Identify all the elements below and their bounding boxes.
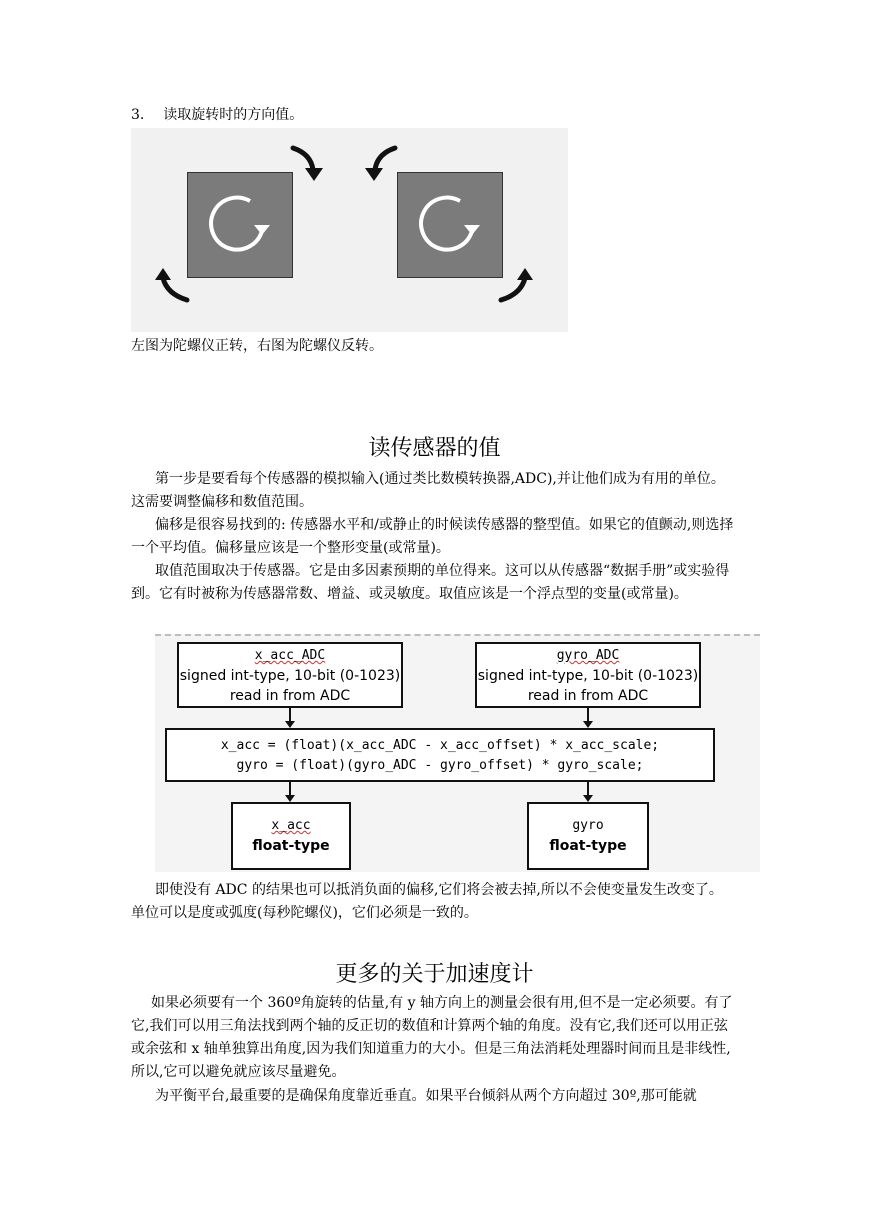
list-item-3: [131, 104, 731, 127]
paragraph: 为平衡平台,最重要的是确保角度靠近垂直。如果平台倾斜从两个方向超过 30º,那可能就: [155, 1088, 697, 1104]
list-number: 3.: [131, 107, 145, 123]
paragraph: 即使没有 ADC 的结果也可以抵消负面的偏移,它们将会被去掉,所以不会使变量发生改变了。 单位可以是度或弧度(每秒陀螺仪)，它们必须是一致的。: [131, 882, 744, 921]
rotation-arrows-icon: [131, 128, 568, 332]
box-name: x_acc: [271, 818, 311, 833]
paragraph: 第一步是要看每个传感器的模拟输入(通过类比数模转换器,ADC),并让他们成为有用的单位。这需要调整偏移和数值范围。: [131, 471, 725, 510]
box-name: gyro: [572, 818, 604, 833]
box-name: gyro_ADC: [556, 648, 620, 663]
box-source: read in from ADC: [527, 688, 649, 704]
box-type: signed int-type, 10-bit (0-1023): [179, 668, 401, 684]
code-line-x-acc: x_acc = (float)(x_acc_ADC - x_acc_offset) * x_acc_scale;: [220, 738, 660, 753]
gyro-caption: 左图为陀螺仪正转，右图为陀螺仪反转。: [131, 338, 383, 354]
box-type: signed int-type, 10-bit (0-1023): [477, 668, 699, 684]
flow-arrows-icon: [155, 636, 760, 872]
box-type: float-type: [549, 838, 627, 854]
paragraph: 偏移是很容易找到的: 传感器水平和/或静止的时候读传感器的整型值。如果它的值颤动,则选择一个平均值。偏移量应该是一个整形变量(或常量)。: [131, 517, 734, 556]
section-title-read-sensors: 读传感器的值: [368, 436, 501, 461]
box-name: x_acc_ADC: [254, 648, 326, 663]
box-type: float-type: [252, 838, 330, 854]
code-line-gyro: gyro = (float)(gyro_ADC - gyro_offset) * gyro_scale;: [236, 758, 644, 773]
paragraph: 如果必须要有一个 360º角旋转的估量,有 y 轴方向上的测量会很有用,但不是一定必须要。有了它,我们可以用三角法找到两个轴的反正切的数值和计算两个轴的角度。没有它,我们还可以用正弦或余弦和 x 轴单独算出角度,因为我们知道重力的大小。但是三角法消耗处理器时间而且是非线性,所以,它可以避免就应该尽量避免。: [131, 995, 733, 1080]
list-text: 读取旋转时的方向值。: [163, 107, 304, 123]
box-source: read in from ADC: [229, 688, 351, 704]
gyro-rotation-figure: [131, 128, 568, 332]
section-title-accelerometer: 更多的关于加速度计: [335, 962, 534, 987]
paragraph: 取值范围取决于传感器。它是由多因素预期的单位得来。这可以从传感器“数据手册”或实验得到。它有时被称为传感器常数、增益、或灵敏度。取值应该是一个浮点型的变量(或常量)。: [131, 563, 730, 602]
sensor-conversion-diagram: [155, 634, 760, 872]
